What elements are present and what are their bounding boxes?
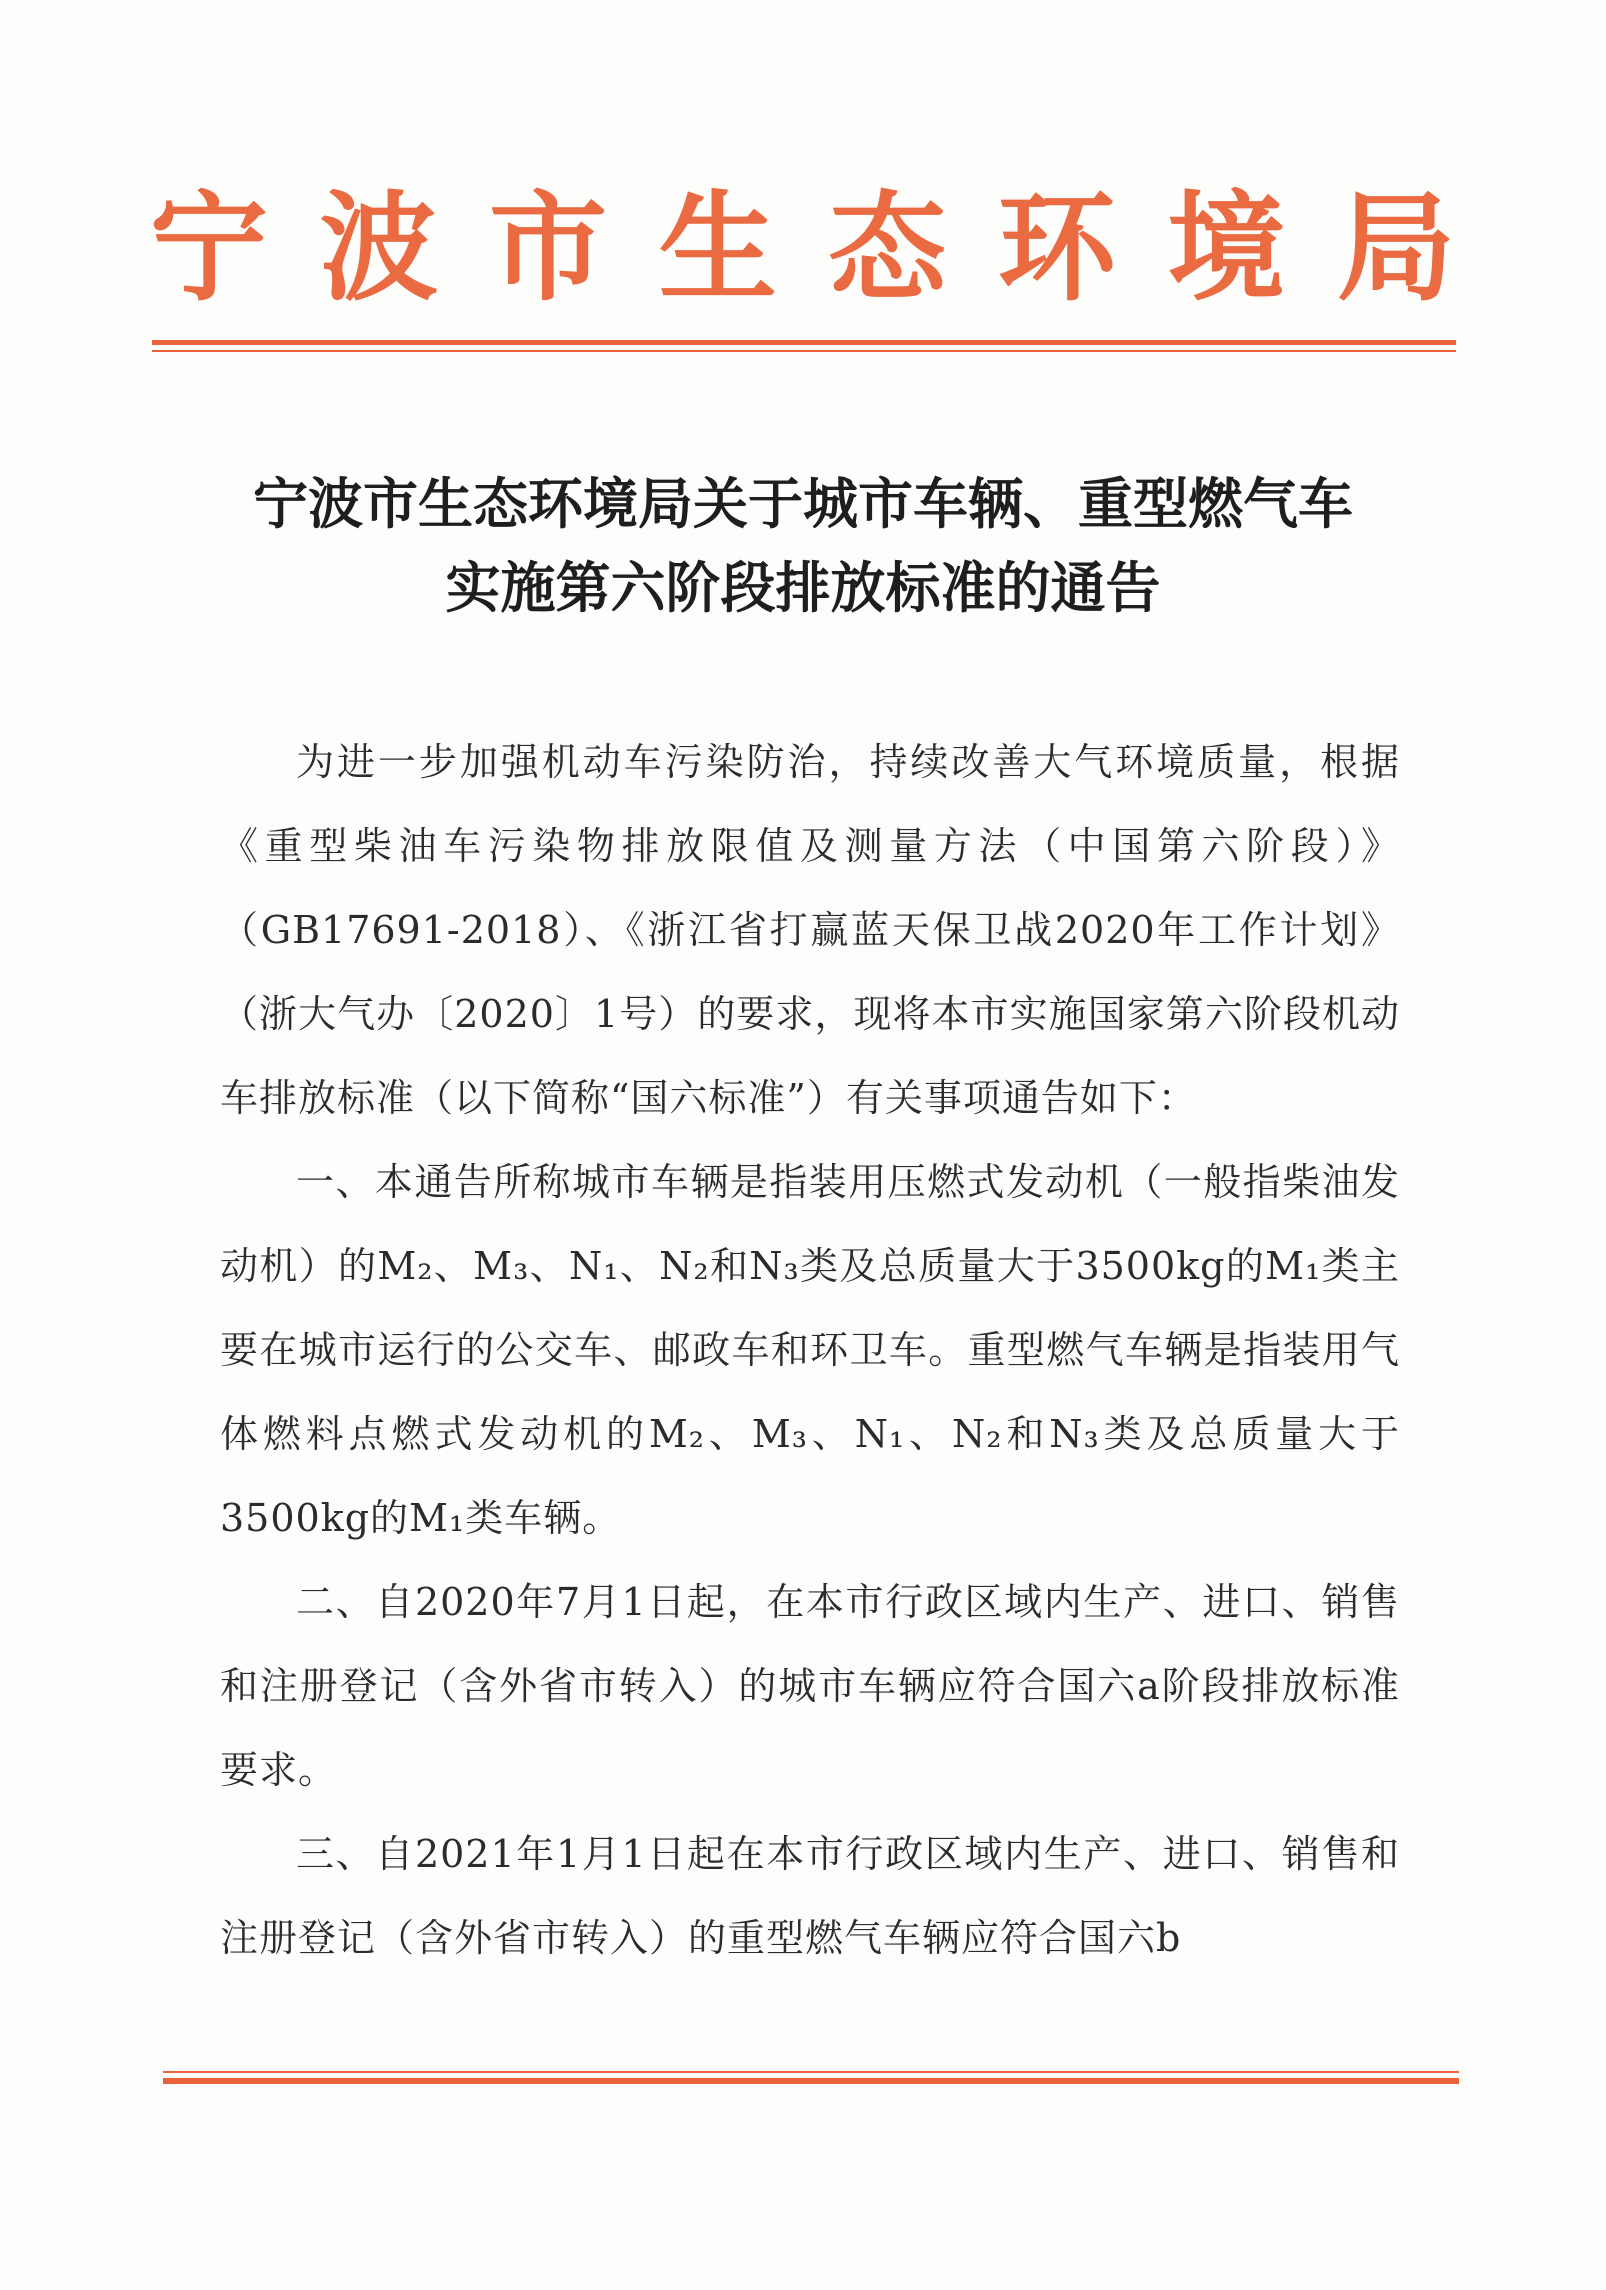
header-rule-thin <box>152 350 1456 352</box>
masthead-char: 波 <box>319 178 438 317</box>
masthead-char: 生 <box>658 178 777 317</box>
masthead-char: 态 <box>828 178 947 317</box>
title-line-1: 宁波市生态环境局关于城市车辆、重型燃气车 <box>252 471 1353 536</box>
document-body <box>220 720 1400 1980</box>
masthead <box>150 168 1455 328</box>
masthead-char: 境 <box>1167 178 1286 317</box>
title-line-2: 实施第六阶段排放标准的通告 <box>445 555 1161 620</box>
footer-rule-thin <box>163 2071 1459 2073</box>
document-title <box>150 462 1456 630</box>
masthead-char: 环 <box>997 178 1116 317</box>
paragraph-item-3: 三、自2021年1月1日起在本市行政区域内生产、进口、销售和注册登记（含外省市转入）的重型燃气车辆应符合国六b <box>220 1832 1400 1960</box>
paragraph-item-1: 一、本通告所称城市车辆是指装用压燃式发动机（一般指柴油发动机）的M₂、M₃、N₁、N₂和N₃类及总质量大于3500kg的M₁类主要在城市运行的公交车、邮政车和环卫车。重型燃气车辆是指装用气体燃料点燃式发动机的M₂、M₃、N₁、N₂和N₃类及总质量大于3500kg的M₁类车辆。 <box>220 1160 1400 1540</box>
masthead-char: 宁 <box>150 178 269 317</box>
paragraph-intro: 为进一步加强机动车污染防治，持续改善大气环境质量，根据《重型柴油车污染物排放限值及测量方法（中国第六阶段）》（GB17691-2018）、《浙江省打赢蓝天保卫战2020年工作计划》（浙大气办〔2020〕1号）的要求，现将本市实施国家第六阶段机动车排放标准（以下简称“国六标准”）有关事项通告如下： <box>220 740 1400 1120</box>
masthead-char: 市 <box>489 178 608 317</box>
header-rule-thick <box>152 340 1456 345</box>
footer-rule-thick <box>163 2078 1459 2084</box>
masthead-char: 局 <box>1336 178 1455 317</box>
paragraph-item-2: 二、自2020年7月1日起，在本市行政区域内生产、进口、销售和注册登记（含外省市转入）的城市车辆应符合国六a阶段排放标准要求。 <box>220 1580 1400 1792</box>
